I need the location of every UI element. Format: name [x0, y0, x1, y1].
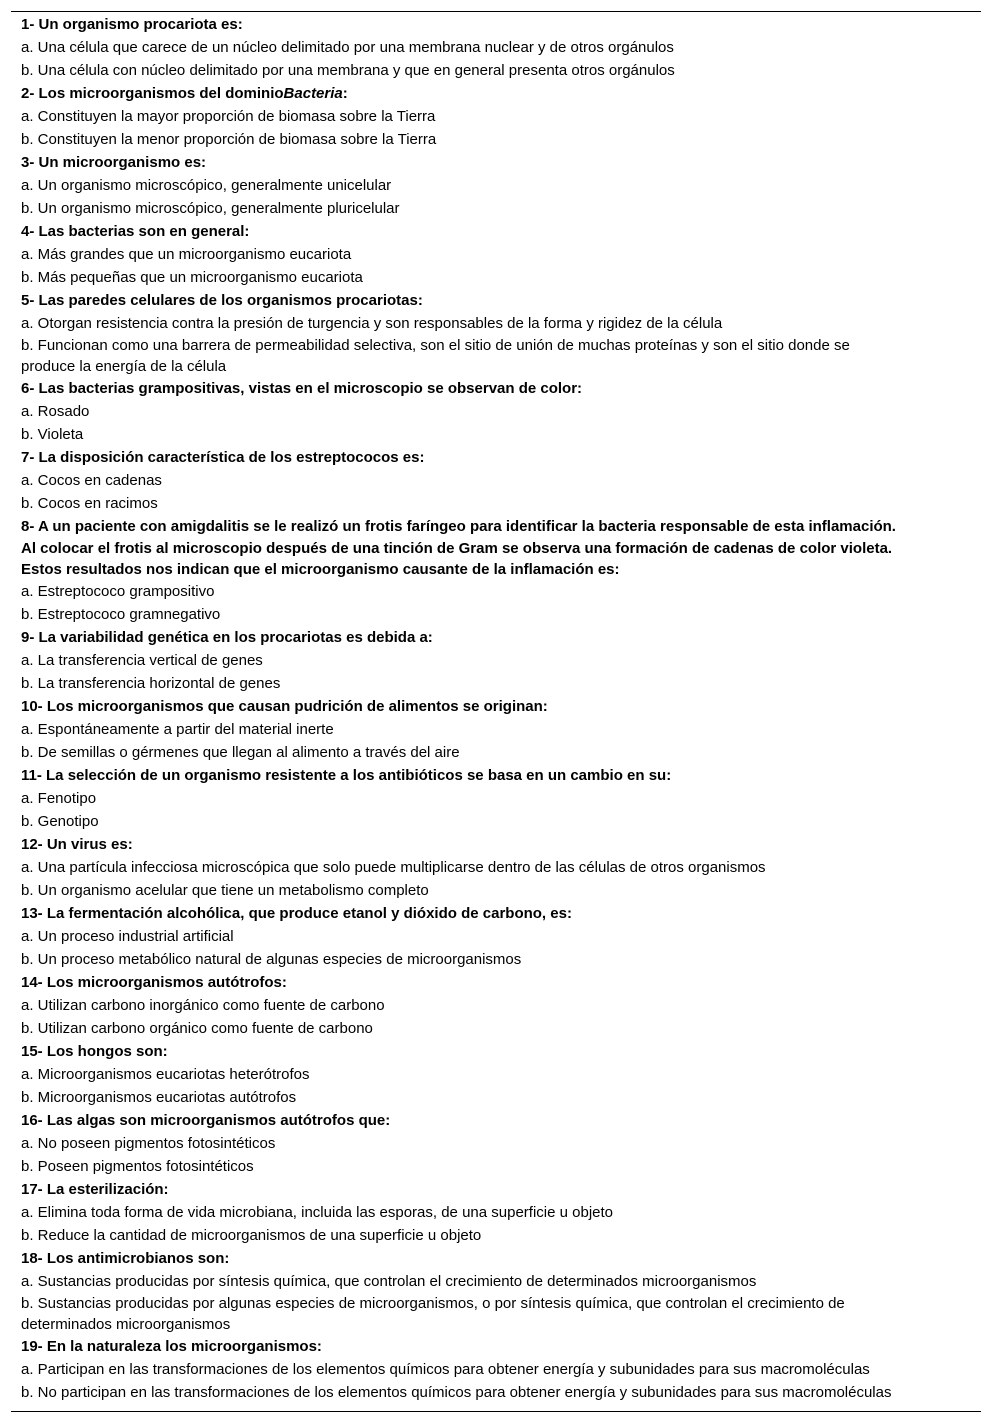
question-2-text: 2- Los microorganismos del dominio	[21, 85, 284, 102]
question-8-line-3: Estos resultados nos indican que el microorganismo causante de la inflamación es:	[21, 561, 620, 578]
option-17b: b. Reduce la cantidad de microorganismos de una superficie u objeto	[21, 1227, 482, 1244]
question-13: 13- La fermentación alcohólica, que produce etanol y dióxido de carbono, es:	[21, 905, 572, 922]
option-17a: a. Elimina toda forma de vida microbiana, incluida las esporas, de una superficie u objeto	[21, 1204, 614, 1221]
option-16a: a. No poseen pigmentos fotosintéticos	[21, 1135, 276, 1152]
option-10b: b. De semillas o gérmenes que llegan al alimento a través del aire	[21, 744, 460, 761]
option-13b: b. Un proceso metabólico natural de algunas especies de microorganismos	[21, 951, 522, 968]
question-9: 9- La variabilidad genética en los procariotas es debida a:	[21, 629, 433, 646]
option-7b: b. Cocos en racimos	[21, 495, 158, 512]
option-9b: b. La transferencia horizontal de genes	[21, 675, 281, 692]
option-4a: a. Más grandes que un microorganismo eucariota	[21, 246, 352, 263]
option-5b-line-2: produce la energía de la célula	[21, 358, 227, 375]
option-2a: a. Constituyen la mayor proporción de biomasa sobre la Tierra	[21, 108, 436, 125]
option-18b-line-1: b. Sustancias producidas por algunas especies de microorganismos, o por síntesis química, que controlan el crecimiento de	[21, 1295, 845, 1312]
question-16: 16- Las algas son microorganismos autótrofos que:	[21, 1112, 391, 1129]
option-15a: a. Microorganismos eucariotas heterótrofos	[21, 1066, 310, 1083]
question-8	[21, 515, 971, 580]
question-15: 15- Los hongos son:	[21, 1043, 168, 1060]
option-6a: a. Rosado	[21, 403, 90, 420]
question-2-colon: :	[342, 85, 348, 102]
option-7a: a. Cocos en cadenas	[21, 472, 162, 489]
option-12a: a. Una partícula infecciosa microscópica que solo puede multiplicarse dentro de las células de otros organismos	[21, 859, 766, 876]
option-15b: b. Microorganismos eucariotas autótrofos	[21, 1089, 297, 1106]
question-6: 6- Las bacterias grampositivas, vistas en el microscopio se observan de color:	[21, 380, 583, 397]
option-11a: a. Fenotipo	[21, 790, 97, 807]
question-8-line-2: Al colocar el frotis al microscopio después de una tinción de Gram se observa una formación de cadenas de color violeta.	[21, 540, 893, 557]
option-10a: a. Espontáneamente a partir del material inerte	[21, 721, 334, 738]
option-6b: b. Violeta	[21, 426, 84, 443]
option-12b: b. Un organismo acelular que tiene un metabolismo completo	[21, 882, 429, 899]
option-3a: a. Un organismo microscópico, generalmente unicelular	[21, 177, 392, 194]
question-12: 12- Un virus es:	[21, 836, 133, 853]
option-2b: b. Constituyen la menor proporción de biomasa sobre la Tierra	[21, 131, 437, 148]
option-13a: a. Un proceso industrial artificial	[21, 928, 234, 945]
question-18: 18- Los antimicrobianos son:	[21, 1250, 230, 1267]
option-9a: a. La transferencia vertical de genes	[21, 652, 263, 669]
question-14: 14- Los microorganismos autótrofos:	[21, 974, 287, 991]
question-11: 11- La selección de un organismo resistente a los antibióticos se basa en un cambio en su:	[21, 767, 672, 784]
option-8b: b. Estreptococo gramnegativo	[21, 606, 221, 623]
question-2	[21, 82, 971, 105]
option-11b: b. Genotipo	[21, 813, 99, 830]
question-17: 17- La esterilización:	[21, 1181, 169, 1198]
question-4: 4- Las bacterias son en general:	[21, 223, 250, 240]
option-1b: b. Una célula con núcleo delimitado por una membrana y que en general presenta otros orgánulos	[21, 62, 675, 79]
option-1a: a. Una célula que carece de un núcleo delimitado por una membrana nuclear y de otros orgánulos	[21, 39, 674, 56]
option-18b	[21, 1293, 971, 1335]
option-16b: b. Poseen pigmentos fotosintéticos	[21, 1158, 254, 1175]
option-14a: a. Utilizan carbono inorgánico como fuente de carbono	[21, 997, 385, 1014]
question-2-taxon: Bacteria	[283, 85, 343, 102]
question-10: 10- Los microorganismos que causan pudrición de alimentos se originan:	[21, 698, 548, 715]
option-5b	[21, 335, 971, 377]
option-19a: a. Participan en las transformaciones de los elementos químicos para obtener energía y subunidades para sus macromoléculas	[21, 1361, 870, 1378]
option-5b-line-1: b. Funcionan como una barrera de permeabilidad selectiva, son el sitio de unión de muchas proteínas y son el sitio donde se	[21, 337, 850, 354]
question-8-line-1: 8- A un paciente con amigdalitis se le realizó un frotis faríngeo para identificar la bacteria responsable de esta inflamación.	[21, 518, 896, 535]
question-7: 7- La disposición característica de los estreptococos es:	[21, 449, 425, 466]
option-18a: a. Sustancias producidas por síntesis química, que controlan el crecimiento de determinados microorganismos	[21, 1273, 757, 1290]
question-19: 19- En la naturaleza los microorganismos:	[21, 1338, 322, 1355]
option-3b: b. Un organismo microscópico, generalmente pluricelular	[21, 200, 400, 217]
option-19b: b. No participan en las transformaciones de los elementos químicos para obtener energía y subunidades para sus macromoléculas	[21, 1384, 892, 1401]
option-14b: b. Utilizan carbono orgánico como fuente de carbono	[21, 1020, 373, 1037]
option-5a: a. Otorgan resistencia contra la presión de turgencia y son responsables de la forma y rigidez de la célula	[21, 315, 723, 332]
option-18b-line-2: determinados microorganismos	[21, 1316, 231, 1333]
question-5: 5- Las paredes celulares de los organismos procariotas:	[21, 292, 423, 309]
option-8a: a. Estreptococo grampositivo	[21, 583, 215, 600]
option-4b: b. Más pequeñas que un microorganismo eucariota	[21, 269, 363, 286]
question-3: 3- Un microorganismo es:	[21, 154, 207, 171]
questionnaire-table	[11, 11, 981, 1412]
question-1: 1- Un organismo procariota es:	[21, 16, 243, 33]
